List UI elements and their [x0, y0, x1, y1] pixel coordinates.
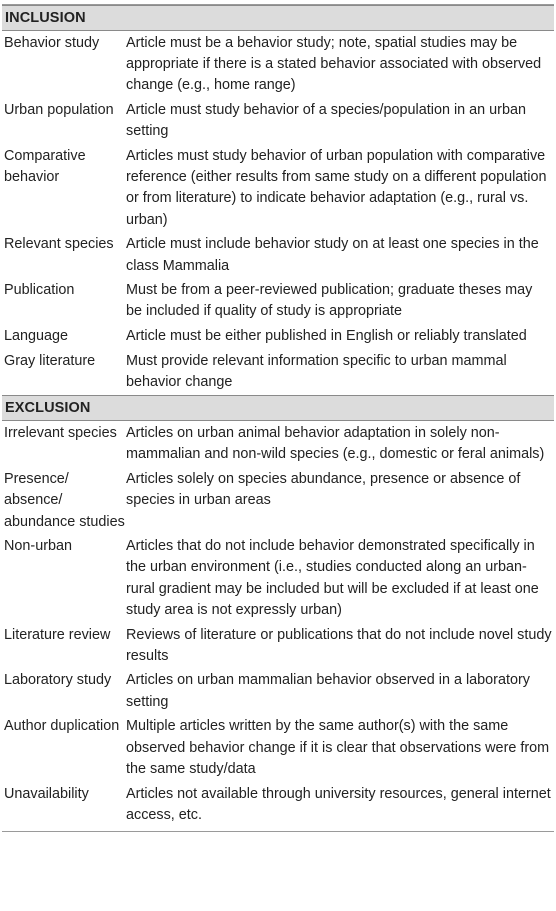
description-cell: Articles on urban animal behavior adaptation in solely non-mammalian and non-wild species (e.g., domestic or feral animals): [126, 425, 545, 463]
table-bottom-rule: [2, 831, 554, 832]
table-row: [2, 784, 554, 826]
criterion-cell: Irrelevant species: [4, 425, 117, 442]
description-cell: Articles that do not include behavior demonstrated specifically in the urban environment (i.e., studies conducted along an urban-rural gradient may be included but will be excluded if at least one study area is not expressly urban): [126, 538, 539, 618]
criterion-cell: Comparative behavior: [4, 148, 86, 186]
description-cell: Article must study behavior of a species/population in an urban setting: [126, 102, 526, 140]
table-row: [2, 423, 554, 465]
table-row: [2, 351, 554, 393]
description-cell: Must provide relevant information specific to urban mammal behavior change: [126, 352, 507, 391]
exclusion-section: [2, 395, 554, 828]
criterion-cell: Non-urban: [4, 538, 72, 555]
exclusion-header: EXCLUSION: [2, 395, 554, 421]
description-cell: Article must be either published in English or reliably translated: [126, 328, 527, 345]
table-row: [2, 536, 554, 621]
description-cell: Articles on urban mammalian behavior observed in a laboratory setting: [126, 672, 530, 710]
description-cell: Articles not available through university resources, general internet access, etc.: [126, 785, 551, 823]
criterion-cell: Presence/ absence/ abundance studies: [4, 471, 125, 530]
inclusion-rows: [2, 31, 554, 395]
criteria-table: [2, 0, 554, 832]
description-cell: Must be from a peer-reviewed publication; graduate theses may be included if quality of study is appropriate: [126, 282, 533, 320]
criterion-cell: Relevant species: [4, 236, 114, 253]
description-cell: Article must be a behavior study; note, spatial studies may be appropriate if there is a stated behavior associated with observed change (e.g., home range): [126, 35, 542, 94]
criterion-cell: Behavior study: [4, 35, 100, 51]
table-row: [2, 234, 554, 276]
criterion-cell: Author duplication: [4, 718, 120, 735]
table-row: [2, 326, 554, 347]
inclusion-header: INCLUSION: [2, 5, 554, 31]
criterion-cell: Publication: [4, 282, 75, 299]
description-cell: Article must include behavior study on at least one species in the class Mammalia: [126, 236, 539, 274]
table-row: [2, 146, 554, 231]
criterion-cell: Unavailability: [4, 785, 89, 802]
description-cell: Articles must study behavior of urban population with comparative reference (either results from same study on a different population or from literature) to indicate behavior adaptation (e.g., rural vs. urban): [126, 148, 547, 228]
table-row: [2, 33, 554, 97]
inclusion-section: [2, 5, 554, 395]
criterion-cell: Language: [4, 328, 69, 345]
criterion-cell: Laboratory study: [4, 672, 112, 689]
table-row: [2, 625, 554, 667]
table-row: [2, 100, 554, 142]
description-cell: Reviews of literature or publications that do not include novel study results: [126, 626, 552, 664]
table-row: [2, 670, 554, 712]
exclusion-rows: [2, 421, 554, 828]
table-row: [2, 469, 554, 533]
description-cell: Articles solely on species abundance, presence or absence of species in urban areas: [126, 471, 521, 509]
criterion-cell: Urban population: [4, 102, 114, 119]
criterion-cell: Gray literature: [4, 352, 96, 369]
description-cell: Multiple articles written by the same author(s) with the same observed behavior change if it is clear that observations were from the same study/data: [126, 718, 550, 777]
criterion-cell: Literature review: [4, 626, 111, 643]
table-row: [2, 280, 554, 322]
table-row: [2, 716, 554, 780]
